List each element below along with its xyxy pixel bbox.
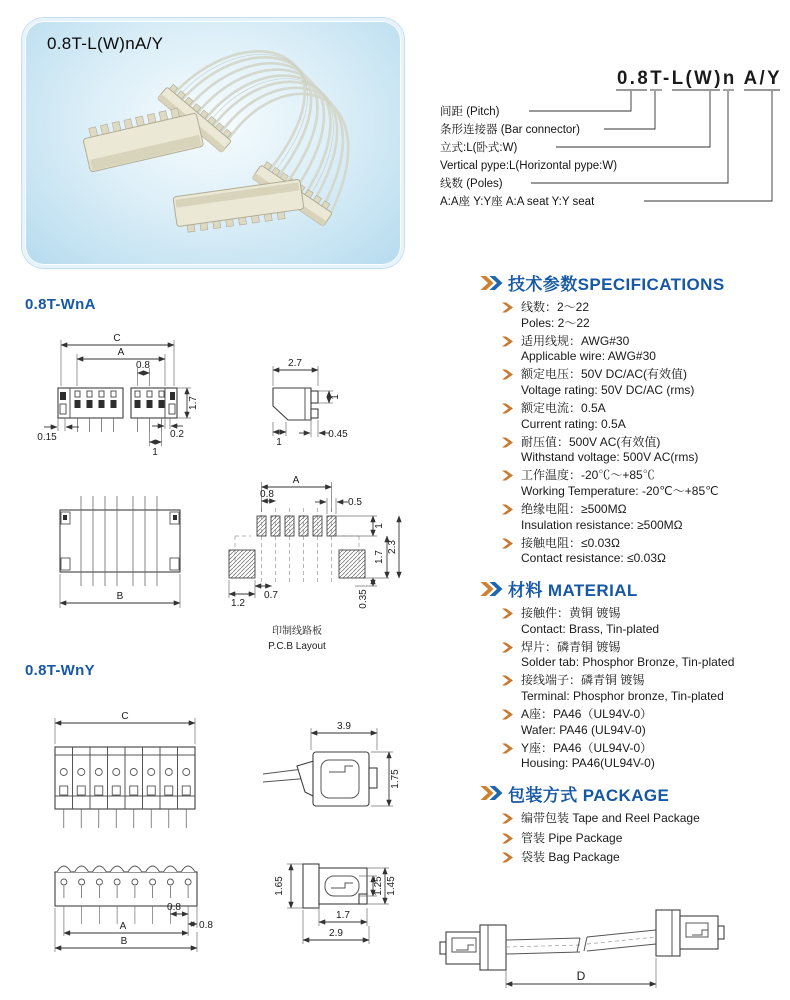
product-photo-panel	[22, 18, 404, 268]
part-number-title: 0.8T-L(W)n A/Y	[617, 68, 782, 89]
series-title-wny: 0.8T-WnY	[25, 662, 95, 679]
chevron-icon	[502, 437, 515, 448]
legend-type-en: Vertical pype:L(Horizontal pype:W)	[440, 160, 618, 172]
package-header	[480, 781, 788, 806]
spec-item-cn: 额定电流：0.5A	[521, 401, 606, 416]
dim-label: A	[292, 475, 300, 486]
package-item	[480, 831, 788, 847]
dim-label: 0.8	[199, 920, 213, 931]
material-item-en: Wafer: PA46 (UL94V-0)	[521, 722, 646, 737]
pcb-caption-cn: 印制线路板	[272, 626, 322, 637]
material-item-en: Terminal: Phosphor bronze, Tin-plated	[521, 688, 724, 703]
series-title-wna: 0.8T-WnA	[25, 296, 96, 313]
connector-block-b	[173, 179, 305, 233]
spec-item-en: Voltage rating: 50V DC/AC (rms)	[521, 382, 695, 397]
legend-type-cn: 立式:L(卧式:W)	[440, 142, 518, 154]
chevron-icon	[502, 403, 515, 414]
double-chevron-icon	[480, 785, 505, 801]
spec-item-en: Insulation resistance: ≥500MΩ	[521, 517, 683, 532]
spec-item	[480, 536, 788, 567]
chevron-icon	[502, 675, 515, 686]
chevron-icon	[502, 709, 515, 720]
dim-label: 2.7	[288, 358, 302, 369]
dim-label: 0.8	[167, 902, 181, 913]
spec-item-cn: 适用线规：AWG#30	[521, 333, 630, 348]
spec-item-en: Withstand voltage: 500V AC(rms)	[521, 450, 699, 465]
drawing-wny-top-side	[25, 852, 405, 1000]
dim-label: 0.8	[136, 360, 150, 371]
material-header	[480, 576, 788, 601]
dim-label: 0.8	[260, 489, 274, 500]
dim-label: 0.7	[264, 590, 278, 601]
dim-label: 0.2	[170, 429, 184, 440]
package-list	[480, 811, 788, 866]
dim-label: 1.7	[374, 550, 385, 564]
dim-label: 3.9	[337, 721, 351, 732]
dim-label: 1	[330, 394, 341, 400]
spec-item	[480, 435, 788, 466]
chevron-icon	[502, 833, 515, 844]
material-item-cn: Y座：PA46（UL94V-0）	[521, 740, 653, 755]
dim-label: 1.65	[274, 876, 285, 896]
chevron-icon	[502, 743, 515, 754]
spec-item-cn: 工作温度：-20℃～+85℃	[521, 468, 655, 483]
spec-item	[480, 468, 788, 499]
specs-header	[480, 270, 788, 295]
chevron-icon	[502, 336, 515, 347]
chevron-icon	[502, 302, 515, 313]
dim-label: 2.9	[329, 928, 343, 939]
drawing-wna-front-side	[25, 330, 405, 465]
part-number-legend	[432, 58, 788, 218]
dim-label: A	[119, 921, 127, 932]
material-item-en: Contact: Brass, Tin-plated	[521, 621, 660, 636]
spec-item-en: Working Temperature: -20℃～+85℃	[521, 484, 719, 499]
chevron-icon	[502, 852, 515, 863]
dim-label: C	[121, 711, 129, 722]
package-item-cn: 编带包装 Tape and Reel Package	[521, 810, 700, 825]
dim-label: B	[120, 936, 128, 947]
material-item	[480, 707, 788, 738]
dim-label: 1.75	[390, 769, 401, 789]
dim-label: 0.5	[348, 497, 362, 508]
dim-label: 0.35	[358, 589, 369, 609]
spec-item	[480, 502, 788, 533]
drawing-cable-assembly	[430, 880, 790, 998]
dim-label: 1	[152, 447, 158, 458]
dim-label: B	[116, 591, 124, 602]
chevron-icon	[502, 369, 515, 380]
material-item-cn: A座：PA46（UL94V-0）	[521, 707, 653, 722]
legend-seat: A:A座 Y:Y座 A:A seat Y:Y seat	[440, 196, 595, 208]
drawing-wna-top-pcb	[25, 468, 405, 656]
dim-label: 1	[374, 523, 385, 529]
spec-item-cn: 耐压值：500V AC(有效值)	[521, 434, 661, 449]
dim-label: 1.7	[336, 910, 350, 921]
spec-item-en: Current rating: 0.5A	[521, 416, 626, 431]
package-item	[480, 811, 788, 827]
dim-label: 1.2	[231, 598, 245, 609]
spec-item	[480, 334, 788, 365]
material-item	[480, 640, 788, 671]
chevron-icon	[502, 504, 515, 515]
legend-poles: 线数 (Poles)	[440, 178, 503, 190]
dim-label: 1	[276, 437, 282, 448]
material-item-en: Housing: PA46(UL94V-0)	[521, 756, 655, 771]
right-column	[480, 266, 788, 870]
chevron-icon	[502, 642, 515, 653]
dim-label: D	[576, 969, 586, 983]
material-item-cn: 接线端子：磷青铜 镀锡	[521, 673, 645, 688]
dim-label: 1.45	[386, 876, 397, 896]
spec-item	[480, 367, 788, 398]
spec-item-en: Poles: 2～22	[521, 315, 590, 330]
double-chevron-icon	[480, 275, 505, 291]
dim-label: 0.15	[37, 432, 57, 443]
legend-bar: 条形连接器 (Bar connector)	[440, 124, 580, 136]
spec-item-cn: 绝缘电阻：≥500MΩ	[521, 502, 627, 517]
material-item-cn: 接触件：黄铜 镀锡	[521, 606, 621, 620]
spec-item-cn: 线数：2～22	[521, 300, 590, 314]
material-item	[480, 606, 788, 637]
material-item	[480, 673, 788, 704]
chevron-icon	[502, 608, 515, 619]
package-item	[480, 850, 788, 866]
package-item-cn: 袋装 Bag Package	[521, 850, 620, 865]
dim-label: 1.25	[373, 876, 384, 896]
dim-label: A	[117, 347, 125, 358]
spec-item-en: Contact resistance: ≤0.03Ω	[521, 551, 666, 566]
double-chevron-icon	[480, 581, 505, 597]
dim-label: 1.7	[188, 396, 199, 410]
dim-label: C	[113, 333, 121, 344]
chevron-icon	[502, 470, 515, 481]
spec-item-cn: 额定电压：50V DC/AC(有效值)	[521, 367, 688, 382]
material-item	[480, 741, 788, 772]
drawing-wny-front-side	[25, 702, 405, 854]
chevron-icon	[502, 813, 515, 824]
package-item-cn: 管装 Pipe Package	[521, 830, 623, 845]
pcb-caption-en: P.C.B Layout	[268, 641, 326, 652]
dim-label: 0.45	[328, 429, 348, 440]
product-photo-illustration	[25, 21, 404, 268]
package-title: 包装方式 PACKAGE	[508, 785, 670, 805]
material-item-en: Solder tab: Phosphor Bronze, Tin-plated	[521, 655, 735, 670]
spec-item-en: Applicable wire: AWG#30	[521, 349, 656, 364]
chevron-icon	[502, 538, 515, 549]
material-title: 材料 MATERIAL	[508, 581, 638, 600]
spec-item	[480, 401, 788, 432]
material-item-cn: 焊片：磷青铜 镀锡	[521, 639, 621, 654]
spec-item	[480, 300, 788, 331]
legend-pitch: 间距 (Pitch)	[440, 106, 500, 118]
spec-item-cn: 接触电阻：≤0.03Ω	[521, 535, 620, 550]
specs-title: 技术参数SPECIFICATIONS	[508, 275, 725, 294]
product-photo-label: 0.8T-L(W)nA/Y	[47, 34, 164, 53]
dim-label: 2.3	[387, 540, 398, 554]
